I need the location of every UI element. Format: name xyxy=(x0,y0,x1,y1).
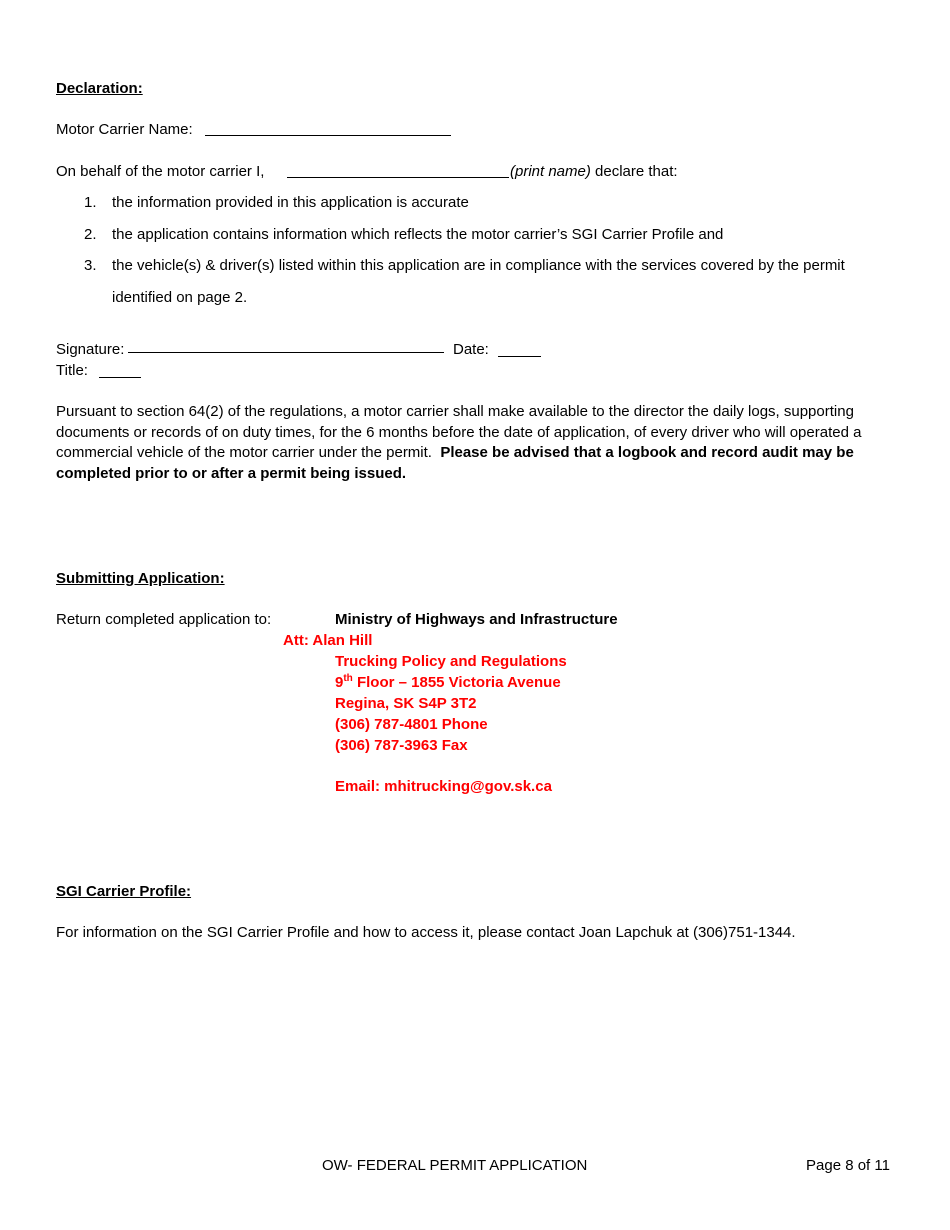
item-number-2: 2. xyxy=(84,226,97,243)
floor-number: 9 xyxy=(335,674,344,691)
ministry-name: Ministry of Highways and Infrastructure xyxy=(335,611,618,628)
carrier-name-label: Motor Carrier Name: xyxy=(56,121,193,138)
sgi-info-text: For information on the SGI Carrier Profile and how to access it, please contact Joan Lapchuk at (306)751-1344. xyxy=(56,924,796,941)
item-number-1: 1. xyxy=(84,194,97,211)
floor-rest: Floor – 1855 Victoria Avenue xyxy=(352,674,561,691)
item-text-1: the information provided in this application is accurate xyxy=(112,194,469,211)
audit-paragraph xyxy=(56,402,896,484)
behalf-line xyxy=(510,162,678,182)
page-number: Page 8 of 11 xyxy=(806,1157,890,1174)
email-address: Email: mhitrucking@gov.sk.ca xyxy=(335,778,552,795)
title-field[interactable] xyxy=(99,377,141,378)
signature-field[interactable] xyxy=(128,352,444,353)
behalf-prefix: On behalf of the motor carrier I, xyxy=(56,163,265,180)
date-field[interactable] xyxy=(498,356,541,357)
item-text-3: the vehicle(s) & driver(s) listed within this application are in compliance with the services covered by the permit xyxy=(112,257,845,274)
print-name-field[interactable] xyxy=(287,177,509,178)
street-address xyxy=(335,673,561,693)
title-label: Title: xyxy=(56,362,88,379)
signature-label: Signature: xyxy=(56,341,125,358)
item-text-2: the application contains information which reflects the motor carrier’s SGI Carrier Profile and xyxy=(112,226,724,243)
phone-number: (306) 787-4801 Phone xyxy=(335,716,488,733)
submitting-heading: Submitting Application: xyxy=(56,570,225,587)
floor-suffix: th xyxy=(343,673,353,684)
audit-paragraph-text: Pursuant to section 64(2) of the regulations, a motor carrier shall make available to the director the daily logs, supporting documents or records of on duty times, for the 6 months before the date of application, of every driver who will operated a commercial vehicle of the motor carrier under the permit. xyxy=(56,403,862,461)
item-number-3: 3. xyxy=(84,257,97,274)
carrier-name-field[interactable] xyxy=(205,135,451,136)
sgi-heading: SGI Carrier Profile: xyxy=(56,883,192,900)
date-label: Date: xyxy=(453,341,489,358)
city-postal: Regina, SK S4P 3T2 xyxy=(335,695,477,712)
attention-line: Att: Alan Hill xyxy=(283,632,373,649)
audit-paragraph-notice: Please be advised that a logbook and record audit may be completed prior to or after a permit being issued. xyxy=(56,444,854,482)
fax-number: (306) 787-3963 Fax xyxy=(335,737,468,754)
return-label: Return completed application to: xyxy=(56,611,272,628)
item-text-3-continued: identified on page 2. xyxy=(112,289,248,306)
behalf-suffix: declare that: xyxy=(590,163,678,180)
declaration-heading: Declaration: xyxy=(56,80,143,97)
branch-name: Trucking Policy and Regulations xyxy=(335,653,567,670)
footer-title: OW- FEDERAL PERMIT APPLICATION xyxy=(322,1157,588,1174)
print-name-hint: (print name) xyxy=(510,163,591,180)
